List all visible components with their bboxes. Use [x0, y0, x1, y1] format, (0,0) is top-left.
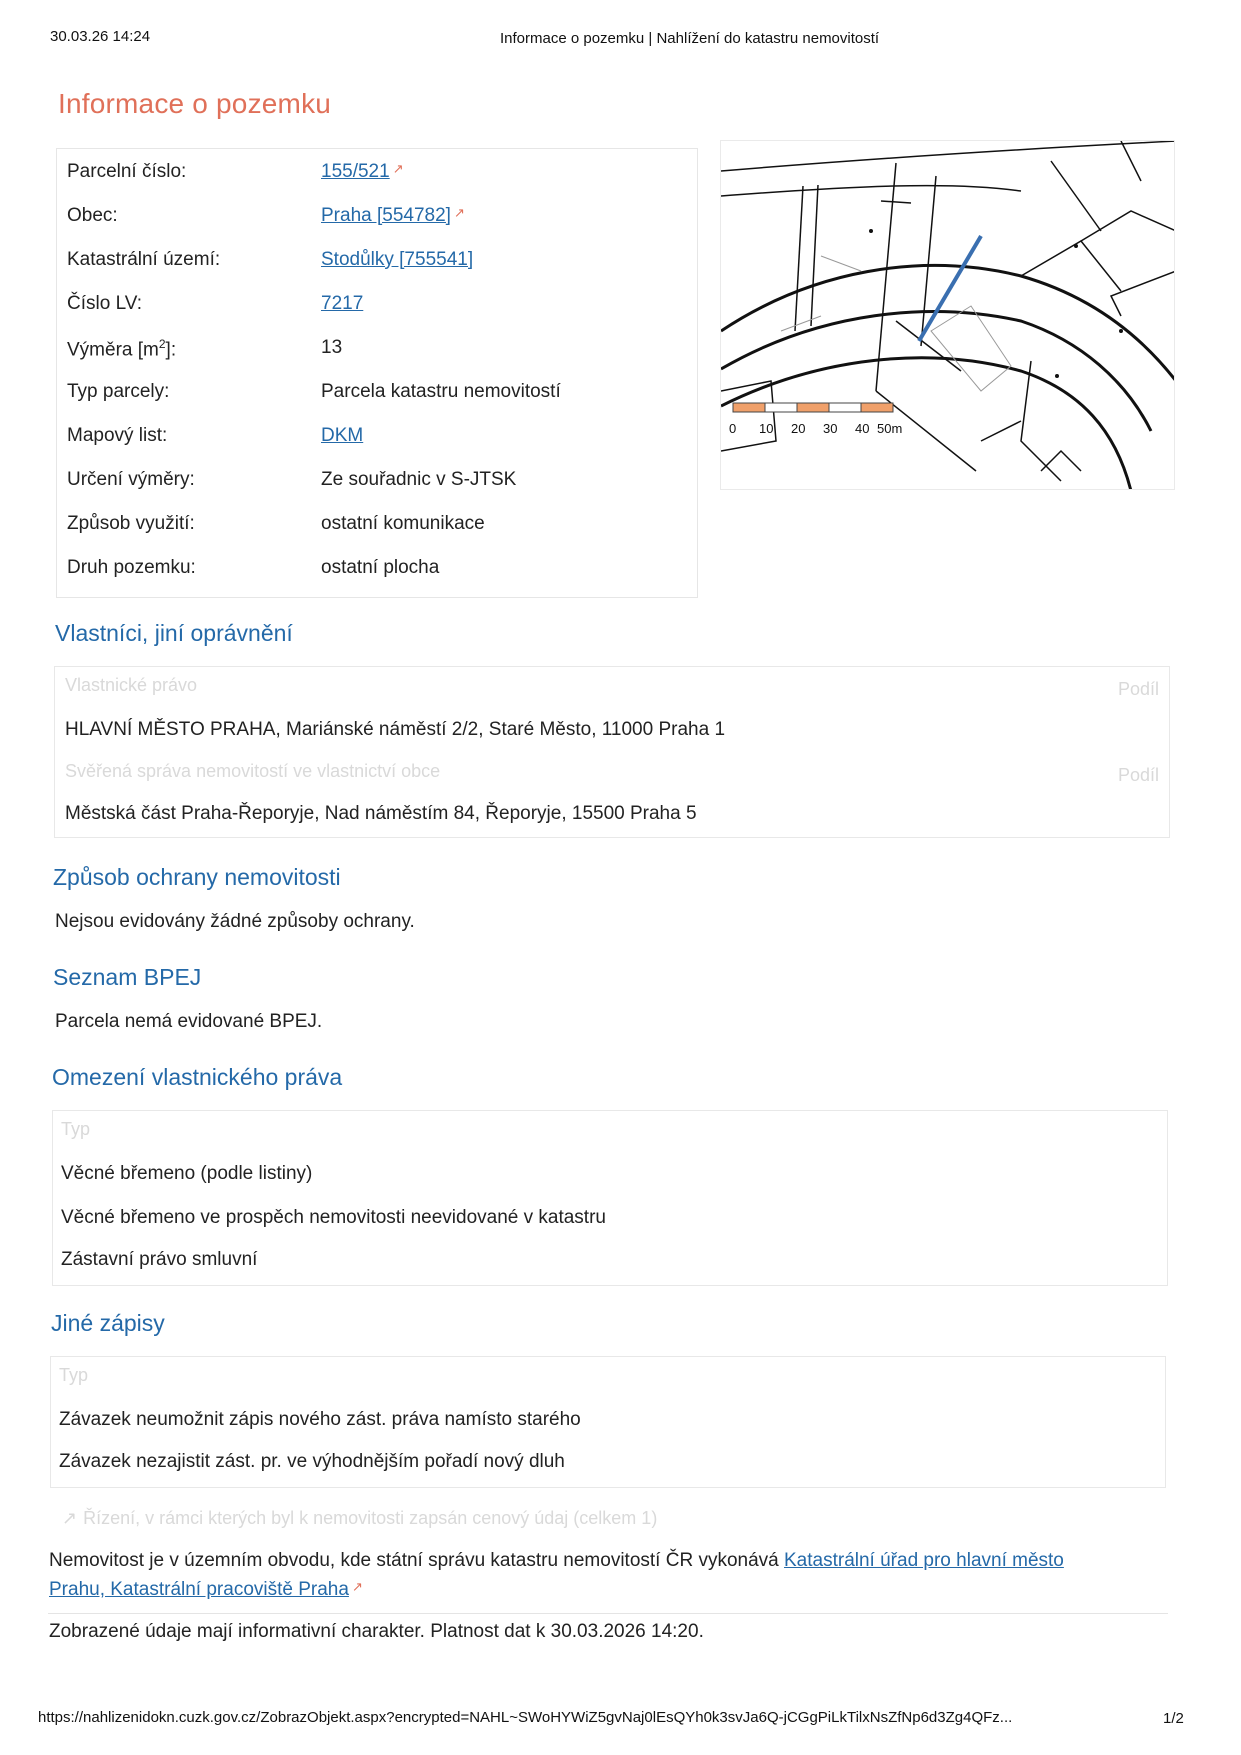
area-label: Výměra $[m^2]$:	[67, 337, 177, 361]
restrictions-table	[52, 1110, 1168, 1286]
municipality-label: Obec:	[67, 205, 118, 226]
bpej-heading: Seznam BPEJ	[53, 964, 202, 990]
usage-row	[67, 513, 687, 553]
area-determination-label: Určení výměry:	[67, 469, 195, 490]
page-title: Informace o pozemku	[58, 88, 332, 119]
external-link-icon: ↗	[453, 205, 465, 220]
map-sheet-label: Mapový list:	[67, 425, 168, 446]
municipality-row	[67, 205, 687, 245]
parcel-number-link[interactable]: 155/521 ↗	[321, 161, 404, 182]
other-records-type-header: Typ	[59, 1365, 89, 1385]
parcel-type-label: Typ parcely:	[67, 381, 170, 402]
lv-number-label: Číslo LV:	[67, 293, 142, 314]
cadastral-area-row	[67, 249, 687, 289]
restriction-row-2: Věcné břemeno ve prospěch nemovitosti neevidované v katastru	[61, 1207, 606, 1228]
proceedings-link[interactable]: ↗ Řízení, v rámci kterých byl k nemovitosti zapsán cenový údaj (celkem 1)	[62, 1508, 658, 1528]
expand-icon: ↗	[62, 1508, 78, 1528]
map-sheet-row	[67, 425, 687, 465]
cadastral-map-drawing	[721, 141, 1175, 490]
cadastral-area-link[interactable]: Stodůlky [755541]	[321, 249, 474, 270]
owners-table	[54, 666, 1170, 838]
cadastral-area-label: Katastrální území:	[67, 249, 221, 270]
parcel-info-table	[56, 148, 698, 598]
area-determination-row	[67, 469, 687, 509]
office-text: Nemovitost je v územním obvodu, kde státní správu katastru nemovitostí ČR vykonává Katastrální úřad pro hlavní město Prahu, Katastrální pracoviště Praha ↗	[49, 1550, 1064, 1600]
restrictions-type-header: Typ	[61, 1119, 91, 1139]
validity-note: Zobrazené údaje mají informativní charakter. Platnost dat k 30.03.2026 14:20.	[49, 1621, 704, 1642]
print-header	[50, 28, 1191, 50]
external-link-icon: ↗	[351, 1579, 363, 1594]
scale-label-0: 0	[729, 421, 737, 436]
land-type-label: Druh pozemku:	[67, 557, 196, 578]
owners-group2-header: Svěřená správa nemovitostí ve vlastnictví obce	[65, 761, 441, 781]
area-value: 13	[321, 337, 343, 358]
other-records-heading: Jiné zápisy	[51, 1310, 165, 1336]
land-type-row	[67, 557, 687, 597]
print-datetime: 30.03.26 14:24	[50, 28, 151, 45]
owners-group1-header: Vlastnické právo	[65, 675, 198, 695]
other-record-row-1: Závazek neumožnit zápis nového zást. práva namísto starého	[59, 1409, 581, 1430]
protection-text: Nejsou evidovány žádné způsoby ochrany.	[55, 911, 415, 932]
owner-row-2: Městská část Praha-Řeporyje, Nad náměstím 84, Řeporyje, 15500 Praha 5	[65, 803, 697, 824]
area-determination-value: Ze souřadnic v S-JTSK	[321, 469, 517, 490]
area-row	[67, 337, 687, 377]
other-record-row-2: Závazek nezajistit zást. pr. ve výhodnějším pořadí nový dluh	[59, 1451, 565, 1472]
parcel-number-row	[67, 161, 687, 201]
owner-row-1: HLAVNÍ MĚSTO PRAHA, Mariánské náměstí 2/2, Staré Město, 11000 Praha 1	[65, 719, 726, 740]
protection-heading: Způsob ochrany nemovitosti	[53, 864, 341, 890]
restriction-row-1: Věcné břemeno (podle listiny)	[61, 1163, 313, 1184]
owners-group1-share-header: Podíl	[1117, 679, 1159, 699]
land-type-value: ostatní plocha	[321, 557, 440, 578]
office-link[interactable]: Katastrální úřad pro hlavní město	[784, 1550, 1064, 1571]
parcel-map[interactable]	[720, 140, 1175, 490]
parcel-number-label: Parcelní číslo:	[67, 161, 187, 182]
parcel-type-row	[67, 381, 687, 421]
map-sheet-link[interactable]: DKM	[321, 425, 364, 446]
other-records-table	[50, 1356, 1166, 1488]
municipality-link[interactable]: Praha [554782] ↗	[321, 205, 465, 226]
lv-number-row	[67, 293, 687, 333]
external-link-icon: ↗	[392, 161, 404, 176]
restriction-row-3: Zástavní právo smluvní	[61, 1249, 258, 1270]
owners-group2-share-header: Podíl	[1117, 765, 1159, 785]
scale-label-40: 40	[855, 421, 870, 436]
highlighted-parcel	[919, 236, 981, 341]
usage-value: ostatní komunikace	[321, 513, 485, 534]
owners-heading: Vlastníci, jiní oprávnění	[55, 620, 293, 646]
print-page-number: 1/2	[1163, 1710, 1184, 1727]
print-title: Informace o pozemku | Nahlížení do katastru nemovitostí	[500, 30, 880, 47]
bpej-text: Parcela nemá evidované BPEJ.	[55, 1011, 323, 1032]
office-link-continued[interactable]: Prahu, Katastrální pracoviště Praha ↗	[49, 1579, 363, 1600]
lv-number-link[interactable]: 7217	[321, 293, 364, 314]
scale-label-50m: 50m	[877, 421, 903, 436]
restrictions-heading: Omezení vlastnického práva	[52, 1064, 343, 1090]
divider	[48, 1613, 1168, 1614]
usage-label: Způsob využití:	[67, 513, 195, 534]
scale-label-30: 30	[823, 421, 838, 436]
scale-label-10: 10	[759, 421, 774, 436]
parcel-type-value: Parcela katastru nemovitostí	[321, 381, 561, 402]
print-url: https://nahlizenidokn.cuzk.gov.cz/ZobrazObjekt.aspx?encrypted=NAHL~SWoHYWiZ5gvNaj0lEsQYh0k3svJa6Q-jCGgPiLkTilxNsZfNp6d3Zg4QFz...	[38, 1709, 1013, 1726]
scale-label-20: 20	[791, 421, 806, 436]
